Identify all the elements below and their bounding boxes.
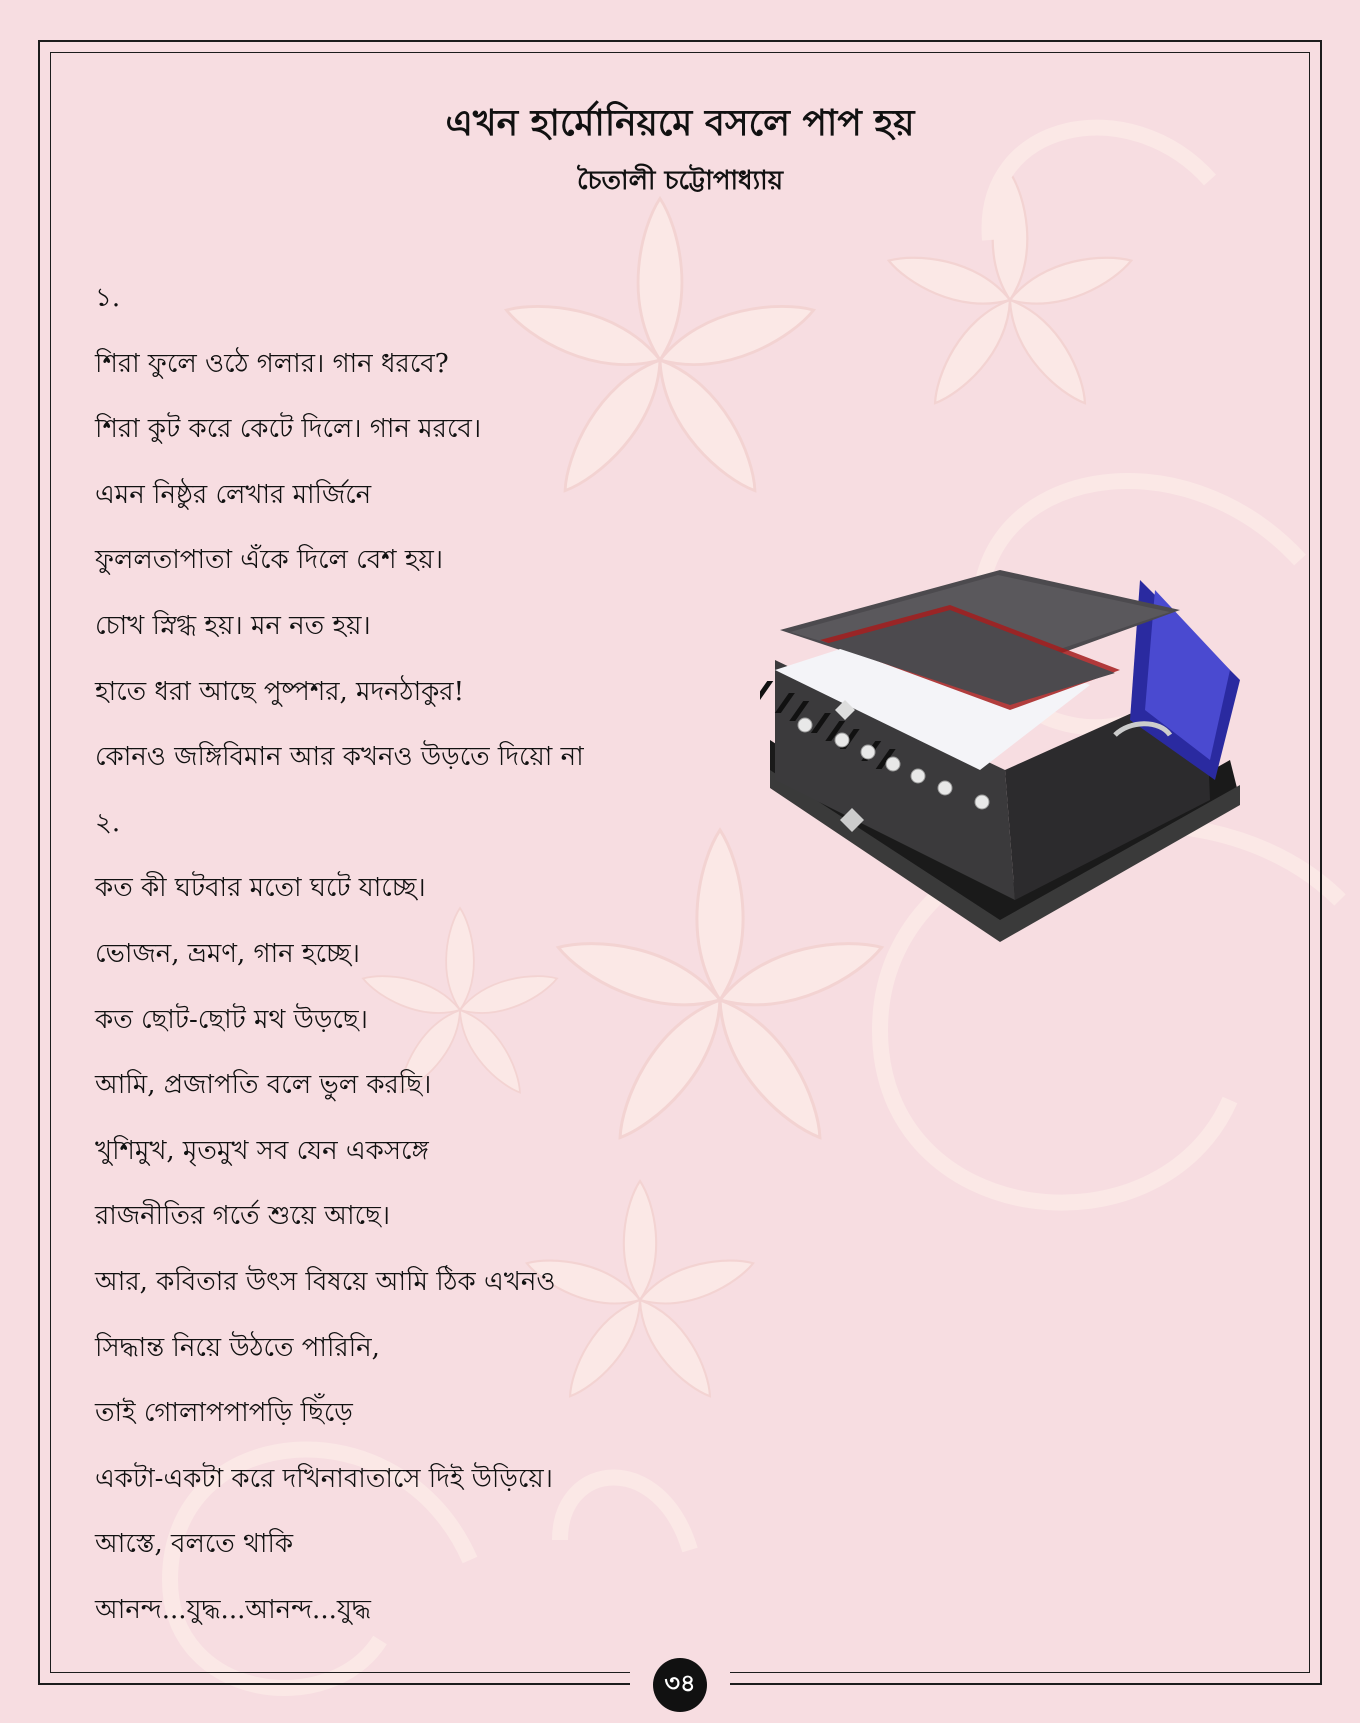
poem-line: এমন নিষ্ঠুর লেখার মার্জিনে <box>95 479 372 510</box>
poem-section-number: ১. <box>95 283 121 313</box>
poem-line: হাতে ধরা আছে পুষ্পশর, মদনঠাকুর! <box>95 676 465 707</box>
poem-line: কোনও জঙ্গিবিমান আর কখনও উড়তে দিয়ো না <box>95 742 584 773</box>
poem-line: ভোজন, ভ্রমণ, গান হচ্ছে। <box>95 938 360 969</box>
poem-line: আমি, প্রজাপতি বলে ভুল করছি। <box>95 1070 432 1101</box>
page-number: ৩৪ <box>653 1658 707 1712</box>
poem-section-number: ২. <box>95 807 121 838</box>
poem-author: চৈতালী চট্টোপাধ্যায় <box>576 166 784 196</box>
harmonium-image <box>760 570 1250 950</box>
poem-line: আর, কবিতার উৎস বিষয়ে আমি ঠিক এখনও <box>95 1266 556 1297</box>
poem-line: আনন্দ...যুদ্ধ...আনন্দ...যুদ্ধ <box>95 1594 371 1625</box>
poem-title: এখন হার্মোনিয়মে বসলে পাপ হয় <box>445 103 915 144</box>
poem-line: কত কী ঘটবার মতো ঘটে যাচ্ছে। <box>95 873 426 904</box>
poem-line: রাজনীতির গর্তে শুয়ে আছে। <box>95 1201 391 1232</box>
poem-line: একটা-একটা করে দখিনাবাতাসে দিই উড়িয়ে। <box>95 1463 553 1494</box>
poem-line: খুশিমুখ, মৃতমুখ সব যেন একসঙ্গে <box>95 1135 429 1166</box>
poem-body <box>95 278 584 1655</box>
poem-line: আস্তে, বলতে থাকি <box>95 1529 294 1560</box>
poem-line: তাই গোলাপপাপড়ি ছিঁড়ে <box>95 1398 353 1429</box>
poem-line: কত ছোট-ছোট মথ উড়ছে। <box>95 1004 368 1035</box>
poem-line: শিরা ফুলে ওঠে গলার। গান ধরবে? <box>95 348 449 379</box>
poem-line: চোখ স্নিগ্ধ হয়। মন নত হয়। <box>95 610 371 641</box>
poem-line: শিরা কুট করে কেটে দিলে। গান মরবে। <box>95 414 482 445</box>
poem-line: সিদ্ধান্ত নিয়ে উঠতে পারিনি, <box>95 1332 380 1363</box>
poem-line: ফুললতাপাতা এঁকে দিলে বেশ হয়। <box>95 545 444 576</box>
